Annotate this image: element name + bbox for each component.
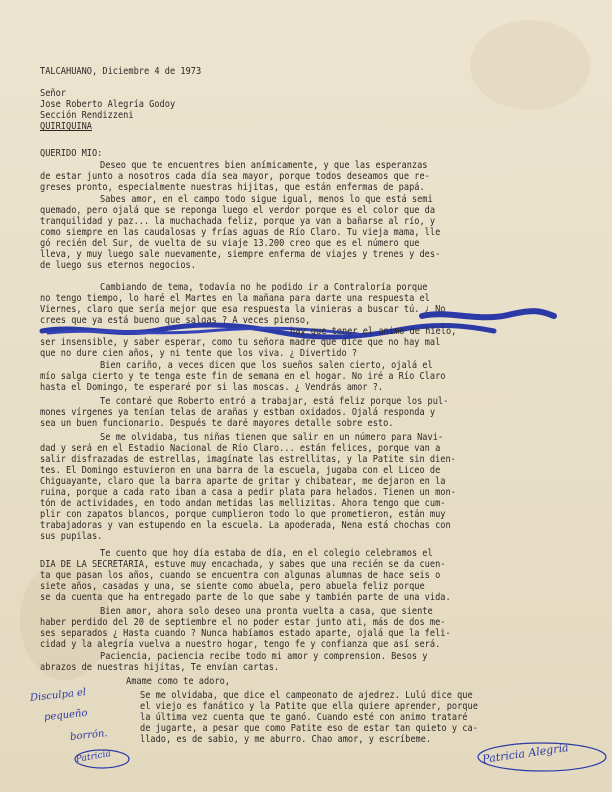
recipient-line: Señor [40,88,67,99]
body-line: el viejo es fanático y la Patite que ella quiere aprender, porque [140,701,478,712]
body-line: crees que ya está bueno que salgas ? A veces pienso, [40,315,311,326]
body-line: sea un buen funcionario. Después te daré mayores detalle sobre esto. [40,418,394,429]
body-line: Bien cariño, a veces dicen que los sueños salen cierto, ojalá el [100,360,433,371]
body-line: Deseo que te encuentres bien anímicamente, y que las esperanzas [100,160,428,171]
body-line: Cambiando de tema, todavía no he podido ir a Contraloría porque [100,282,428,293]
body-line: greses pronto, especialmente nuestras hijitas, que están enfermas de papá. [40,182,425,193]
body-line: mones vírgenes ya tenían telas de arañas y estban oxidados. Ojalá responda y [40,407,436,418]
body-line: Chiguayante, claro que la barra aparte de gritar y chibatear, me dejaron en la [40,476,446,487]
handwritten-margin-note [70,728,109,743]
body-line: llado, es de sabio, y me aburro. Chao amor, y escríbeme. [140,734,432,745]
body-line: ruina, porque a cada rato iban a casa a pedir plata para helados. Tienen un mon- [40,487,456,498]
body-line: Bien amor, ahora solo deseo una pronta vuelta a casa, que siente [100,606,433,617]
handwritten-margin-note [44,708,88,723]
body-line: cidad y la alegría vuelva a nuestro hogar, tengo fe y confianza que así será. [40,639,441,650]
body-line: Se me olvidaba, que dice el campeonato de ajedrez. Lulú dice que [140,690,473,701]
margin-note-line: pequeño [43,707,89,724]
body-line: ses separados ¿ Hasta cuando ? Nunca habíamos estado aparte, ojalá que la feli- [40,628,451,639]
handwritten-initials: Patricia [75,749,112,765]
body-line: siete años, casadas y una, se siente como abuela, pero abuela feliz porque [40,581,425,592]
body-line: ser insensible, y saber esperar, como tu señora madre que dice que no hay mal [40,337,441,348]
margin-note-line: Disculpa el [29,687,87,704]
body-line: plir con zapatos blancos, porque cumplieron todo lo que prometieron, están muy [40,509,446,520]
body-line: hasta el Domingo, te esperaré por si las moscas. ¿ Vendrás amor ?. [40,382,384,393]
body-line: de jugarte, a pesar que como Patite eso de estar tan quieto y ca- [140,723,478,734]
body-line: de luego sus eternos negocios. [40,260,196,271]
salutation: QUERIDO MIO: [40,148,103,159]
body-line: tranquilidad y paz... la muchachada feliz, porque ya van a bañarse al río, y [40,216,436,227]
body-line: Se me olvidaba, tus niñas tienen que salir en un número para Navi- [100,432,444,443]
body-line: ta que pasan los años, cuando se encuentra con algunas alumnas de hace seis o [40,570,441,581]
body-line: quemado, pero ojalá que se reponga luego el verdor porque es el color que da [40,205,436,216]
body-line: Viernes, claro que sería mejor que esa respuesta la vinieras a buscar tú. ¿ No [40,304,446,315]
body-line: que no dure cien años, y ni tente que los viva. ¿ Divertido ? [40,348,358,359]
handwritten-margin-note [30,687,87,704]
recipient-line: Jose Roberto Alegría Godoy [40,99,176,110]
body-line: Te cuento que hoy día estaba de día, en el colegio celebramos el [100,548,433,559]
handwritten-signature: Patricia Alegría [481,741,570,766]
body-line: tón de actividades, en todo andan metidas las mellizitas. Ahora tengo que cum- [40,498,446,509]
body-line: Amame como te adoro, [126,676,230,687]
margin-note-line: borrón. [69,728,109,743]
body-line: tes. El Domingo estuvieron en una barra de la escuela, jugaba con el Liceo de [40,465,441,476]
recipient-line: QUIRIQUINA [40,121,92,132]
body-line: la última vez cuenta que te ganó. Cuando esté con animo trataré [140,712,468,723]
body-line: trabajadoras y van estupendo en la escuela. La apoderada, Nena está chochas con [40,520,451,531]
body-line: dad y será en el Estadio Nacional de Río Claro... están felices, porque van a [40,443,441,454]
body-line: haber perdido del 20 de septiembre el no poder estar junto ati, más de dos me- [40,617,446,628]
ink-scribble-strikethrough [418,308,558,324]
body-line: Te contaré que Roberto entró a trabajar, está feliz porque los pul- [100,396,449,407]
body-line: salir disfrazadas de estrellas, imagínate las estrellitas, y la Patite sin dien- [40,454,456,465]
body-line: gó recién del Sur, de vuelta de su viaje 13.200 creo que es el número que [40,238,420,249]
body-line: como siempre en las caudalosas y frías aguas de Río Claro. Tu vieja mama, lle [40,227,441,238]
body-line: sus pupilas. [40,531,103,542]
body-line: no tengo tiempo, lo haré el Martes en la mañana para darte una respuesta el [40,293,430,304]
body-line: DIA DE LA SECRETARIA, estuve muy encachada, y sabes que una recién se da cuen- [40,559,446,570]
body-line: Sabes amor, en el campo todo sigue igual, menos lo que está semi [100,194,433,205]
body-line: mío salga cierto y te tenga este fin de semana en el hogar. No iré a Río Claro [40,371,446,382]
initials-circle [72,748,132,770]
body-line: abrazos de nuestras hijitas, Te envían cartas. [40,662,280,673]
paper-stain [470,20,590,110]
body-line: hay que tener el animo de hielo, [290,326,457,337]
body-line: lleva, y muy luego sale nuevamente, siempre enferma de viajes y trenes y des- [40,249,441,260]
body-line: Paciencia, paciencia recibe todo mi amor y comprension. Besos y [100,651,428,662]
signature-circle [474,740,610,774]
dateline: TALCAHUANO, Diciembre 4 de 1973 [40,66,202,77]
body-line: de estar junto a nosotros cada día sea mayor, porque todos deseamos que re- [40,171,430,182]
body-line: se da cuenta que ha entregado parte de lo que sabe y también parte de una vida. [40,592,451,603]
recipient-line: Sección Rendizzeni [40,110,134,121]
